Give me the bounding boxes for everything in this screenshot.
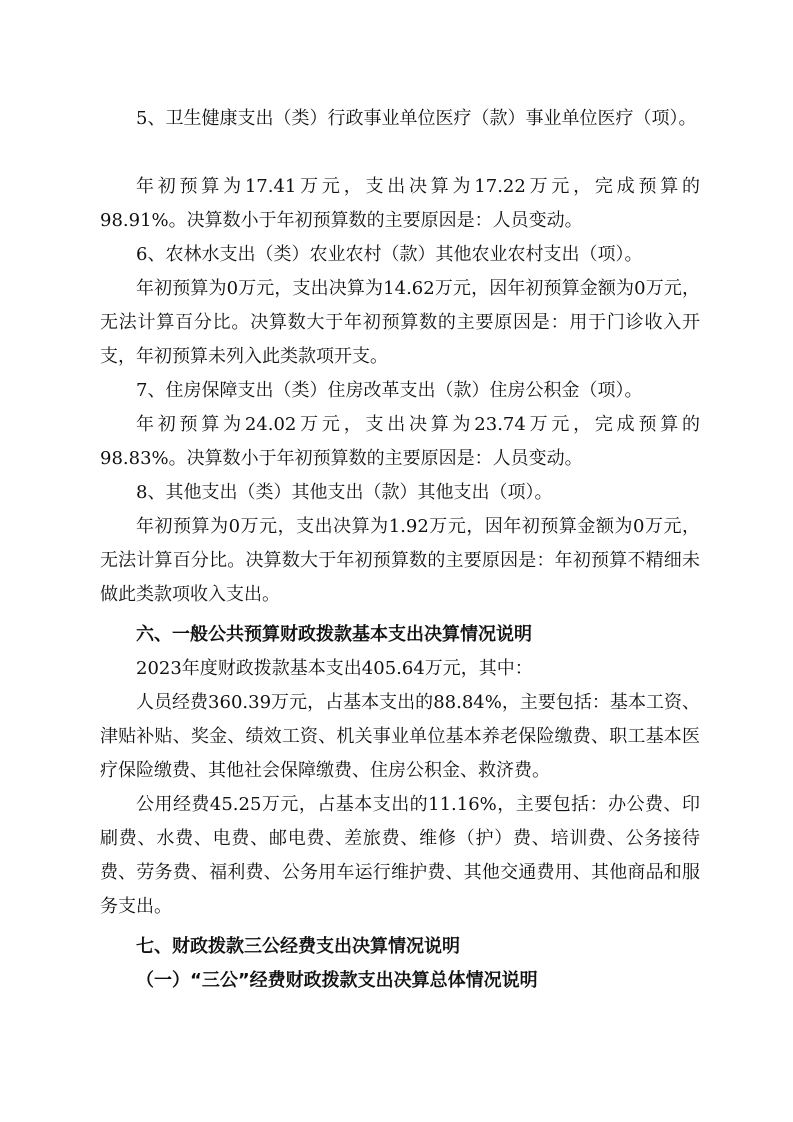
section-heading-6: 六、一般公共预算财政拨款基本支出决算情况说明 bbox=[136, 624, 532, 645]
item7-body: 年初预算为24.02万元，支出决算为23.74万元，完成预算的98.83%。决算数小于年初预算数的主要原因是：人员变动。 bbox=[100, 414, 700, 469]
section-heading-7: 七、财政拨款三公经费支出决算情况说明 bbox=[136, 936, 460, 957]
item5-body: 年初预算为17.41万元，支出决算为17.22万元，完成预算的98.91%。决算数小于年初预算数的主要原因是：人员变动。 bbox=[100, 176, 700, 231]
personnel-expense-paragraph: 人员经费360.39万元，占基本支出的88.84%，主要包括：基本工资、津贴补贴、奖金、绩效工资、机关事业单位基本养老保险缴费、职工基本医疗保险缴费、其他社会保障缴费、住房公积金、救济费。 bbox=[100, 692, 700, 781]
item8-body: 年初预算为0万元，支出决算为1.92万元，因年初预算金额为0万元，无法计算百分比。决算数大于年初预算数的主要原因是：年初预算不精细未做此类款项收入支出。 bbox=[100, 516, 700, 605]
item6-title: 6、农林水支出（类）农业农村（款）其他农业农村支出（项）。 bbox=[136, 244, 643, 265]
public-expense-paragraph: 公用经费45.25万元，占基本支出的11.16%，主要包括：办公费、印刷费、水费、电费、邮电费、差旅费、维修（护）费、培训费、公务接待费、劳务费、福利费、公务用车运行维护费、其他交通费用、其他商品和服务支出。 bbox=[100, 794, 700, 917]
item7-title: 7、住房保障支出（类）住房改革支出（款）住房公积金（项）。 bbox=[136, 380, 643, 401]
item5-title: 5、卫生健康支出（类）行政事业单位医疗（款）事业单位医疗（项）。 bbox=[136, 108, 697, 129]
item8-title: 8、其他支出（类）其他支出（款）其他支出（项）。 bbox=[136, 482, 553, 503]
section6-intro: 2023年度财政拨款基本支出405.64万元，其中： bbox=[136, 658, 533, 679]
subsection-heading-1: （一）“三公”经费财政拨款支出决算总体情况说明 bbox=[136, 970, 538, 991]
item6-body: 年初预算为0万元，支出决算为14.62万元，因年初预算金额为0万元，无法计算百分比。决算数大于年初预算数的主要原因是：用于门诊收入开支，年初预算未列入此类款项开支。 bbox=[100, 278, 700, 367]
